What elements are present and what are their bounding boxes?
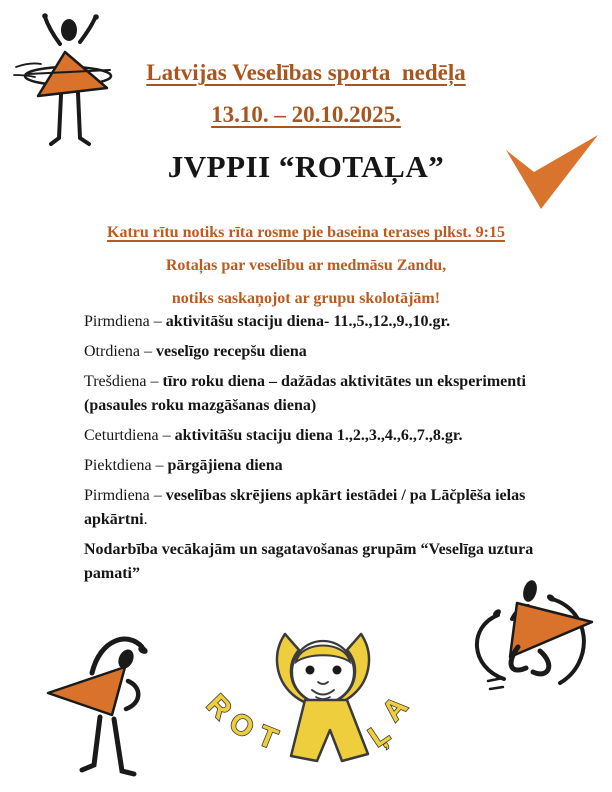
logo-letter: T (253, 719, 282, 757)
orange-arrow-down-icon (500, 133, 605, 218)
announcement-line-2: Rotaļas par veselību ar medmāsu Zandu, (165, 257, 447, 274)
schedule-row (84, 424, 556, 448)
day-label: Pirmdiena (84, 313, 150, 330)
separator: – (151, 457, 168, 474)
day-label: Otrdiena (84, 343, 140, 360)
schedule-row (84, 340, 556, 364)
separator: – (158, 427, 175, 444)
day-label: Pirmdiena (84, 487, 150, 504)
day-label: Ceturtdiena (84, 427, 159, 444)
jump-rope-figure-icon (460, 575, 612, 710)
activity-text: veselīgo recepšu diena (155, 343, 307, 360)
rotala-logo (195, 620, 425, 772)
day-label: Piektdiena (84, 457, 152, 474)
note-text: Nodarbība vecākajām un sagatavošanas grupām “Veselīga uztura pamati” (84, 541, 534, 582)
activity-text: tīro roku diena – dažādas aktivitātes un eksperimenti (pasaules roku mazgāšanas diena) (84, 373, 526, 414)
separator: – (149, 487, 166, 504)
separator: – (139, 343, 156, 360)
schedule-row (84, 370, 556, 418)
page-title: Latvijas Veselības sporta nedēļa (146, 60, 466, 85)
logo-letter: R (199, 688, 238, 726)
activity-text: aktivitāšu staciju diena 1.,2.,3.,4.,6.,7.,8.gr. (174, 427, 463, 444)
page-title-dates: 13.10. – 20.10.2025. (211, 102, 401, 127)
activity-text: aktivitāšu staciju diena- 11.,5.,12.,9.,10.gr. (165, 313, 451, 330)
schedule-row: Pirmdiena – veselības skrējiens apkārt iestādei / pa Lāčplēša ielas apkārtni. (84, 487, 526, 528)
stretching-figure-icon (30, 625, 180, 780)
activity-text: pārgājiena diena (167, 457, 283, 474)
separator: – (146, 373, 163, 390)
day-label: Trešdiena (84, 373, 147, 390)
announcement-line-3: notiks saskaņojot ar grupu skolotājām! (171, 290, 441, 307)
logo-letter: A (376, 690, 415, 728)
announcement-line-1: Katru rītu notiks rīta rosme pie baseina terases plkst. 9:15 (107, 224, 505, 241)
separator: – (149, 313, 166, 330)
schedule-list (84, 310, 556, 538)
org-title: JVPPII “ROTAĻA” (167, 149, 445, 184)
activity-text: veselības skrējiens apkārt iestādei / pa Lāčplēša ielas apkārtni (84, 487, 526, 528)
logo-letter: Ļ (363, 717, 396, 754)
schedule-row (84, 310, 556, 334)
announcement (0, 216, 612, 315)
logo-letter: O (223, 706, 260, 746)
schedule-row (84, 454, 556, 478)
